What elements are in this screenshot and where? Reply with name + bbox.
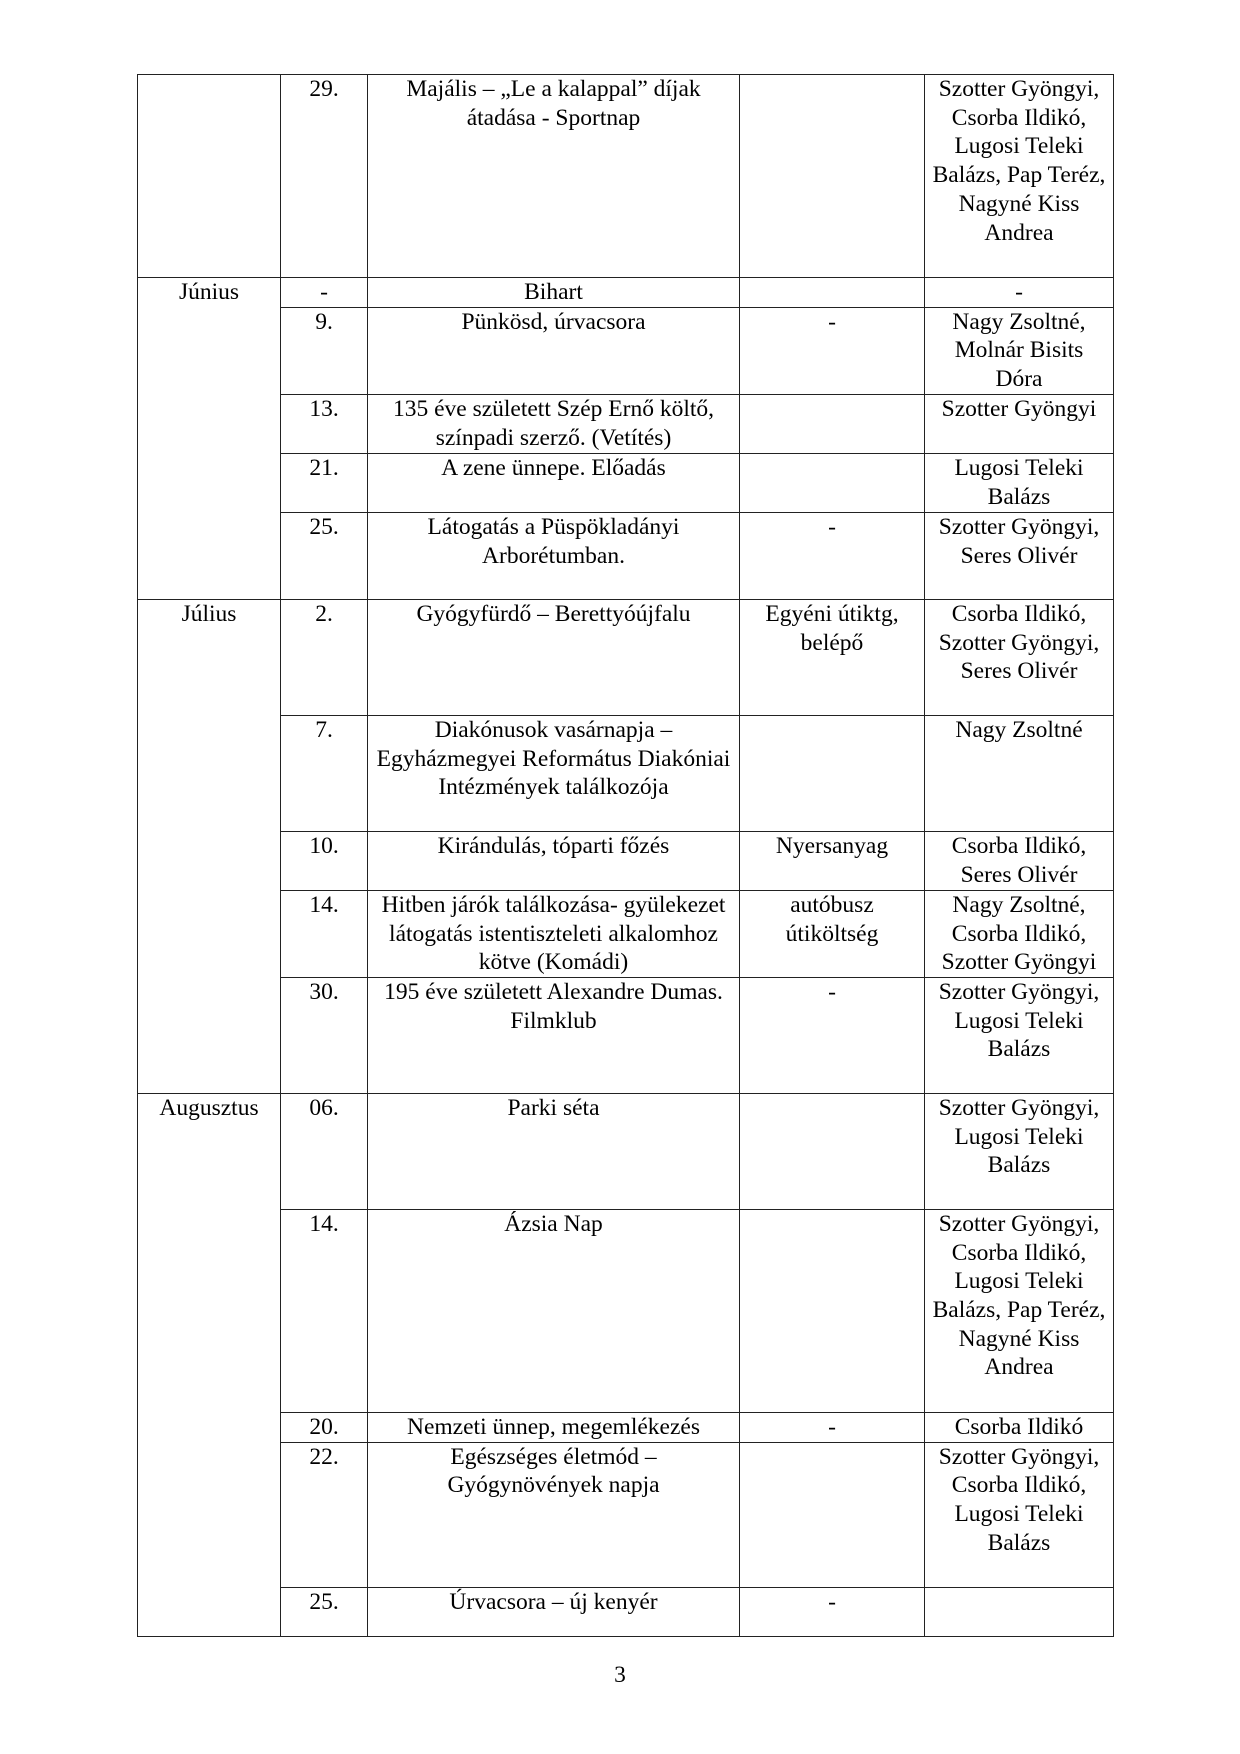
responsible-cell: - xyxy=(925,278,1114,308)
responsible-cell: Szotter Gyöngyi xyxy=(925,394,1114,453)
program-cell: A zene ünnepe. Előadás xyxy=(368,453,740,512)
responsible-cell: Nagy Zsoltné xyxy=(925,715,1114,831)
table-row xyxy=(138,715,1114,831)
program-cell: Látogatás a Püspökladányi Arborétumban. xyxy=(368,512,740,599)
cost-cell: Egyéni útiktg, belépő xyxy=(740,599,925,715)
cost-cell xyxy=(740,1442,925,1587)
cost-cell: autóbusz útiköltség xyxy=(740,890,925,977)
day-cell: 13. xyxy=(281,394,368,453)
program-table xyxy=(137,74,1114,1637)
responsible-cell: Szotter Gyöngyi, Csorba Ildikó, Lugosi Teleki Balázs xyxy=(925,1442,1114,1587)
table-row xyxy=(138,512,1114,599)
table-row xyxy=(138,599,1114,715)
responsible-cell: Szotter Gyöngyi, Seres Olivér xyxy=(925,512,1114,599)
day-cell: 21. xyxy=(281,453,368,512)
cost-cell xyxy=(740,75,925,278)
table-row xyxy=(138,831,1114,890)
day-cell: 25. xyxy=(281,1587,368,1636)
responsible-cell: Szotter Gyöngyi, Csorba Ildikó, Lugosi Teleki Balázs, Pap Teréz, Nagyné Kiss Andrea xyxy=(925,75,1114,278)
program-cell: Gyógyfürdő – Berettyóújfalu xyxy=(368,599,740,715)
program-cell: Kirándulás, tóparti főzés xyxy=(368,831,740,890)
responsible-cell: Lugosi Teleki Balázs xyxy=(925,453,1114,512)
day-cell: 29. xyxy=(281,75,368,278)
responsible-cell xyxy=(925,1587,1114,1636)
cost-cell xyxy=(740,1209,925,1412)
program-cell: 135 éve született Szép Ernő költő, színpadi szerző. (Vetítés) xyxy=(368,394,740,453)
program-cell: Pünkösd, úrvacsora xyxy=(368,307,740,394)
table-row xyxy=(138,1412,1114,1442)
table-row xyxy=(138,1209,1114,1412)
day-cell: - xyxy=(281,278,368,308)
cost-cell: - xyxy=(740,512,925,599)
cost-cell: Nyersanyag xyxy=(740,831,925,890)
day-cell: 20. xyxy=(281,1412,368,1442)
cost-cell: - xyxy=(740,1412,925,1442)
responsible-cell: Szotter Gyöngyi, Csorba Ildikó, Lugosi Teleki Balázs, Pap Teréz, Nagyné Kiss Andrea xyxy=(925,1209,1114,1412)
table-row xyxy=(138,1587,1114,1636)
responsible-cell: Nagy Zsoltné, Csorba Ildikó, Szotter Gyöngyi xyxy=(925,890,1114,977)
table-row xyxy=(138,75,1114,278)
page-number: 3 xyxy=(614,1662,626,1688)
cost-cell xyxy=(740,394,925,453)
table-row xyxy=(138,1093,1114,1209)
responsible-cell: Csorba Ildikó, Szotter Gyöngyi, Seres Olivér xyxy=(925,599,1114,715)
month-cell: Június xyxy=(138,278,281,600)
day-cell: 10. xyxy=(281,831,368,890)
table-row xyxy=(138,453,1114,512)
cost-cell xyxy=(740,1093,925,1209)
day-cell: 9. xyxy=(281,307,368,394)
cost-cell xyxy=(740,278,925,308)
responsible-cell: Nagy Zsoltné, Molnár Bisits Dóra xyxy=(925,307,1114,394)
day-cell: 14. xyxy=(281,1209,368,1412)
responsible-cell: Csorba Ildikó xyxy=(925,1412,1114,1442)
responsible-cell: Csorba Ildikó, Seres Olivér xyxy=(925,831,1114,890)
responsible-cell: Szotter Gyöngyi, Lugosi Teleki Balázs xyxy=(925,977,1114,1093)
month-cell: Július xyxy=(138,599,281,1093)
responsible-cell: Szotter Gyöngyi, Lugosi Teleki Balázs xyxy=(925,1093,1114,1209)
cost-cell: - xyxy=(740,307,925,394)
table-row xyxy=(138,1442,1114,1587)
cost-cell xyxy=(740,453,925,512)
program-cell: Diakónusok vasárnapja – Egyházmegyei Református Diakóniai Intézmények találkozója xyxy=(368,715,740,831)
table-row xyxy=(138,977,1114,1093)
day-cell: 2. xyxy=(281,599,368,715)
day-cell: 25. xyxy=(281,512,368,599)
program-cell: Úrvacsora – új kenyér xyxy=(368,1587,740,1636)
program-cell: Hitben járók találkozása- gyülekezet látogatás istentiszteleti alkalomhoz kötve (Komádi) xyxy=(368,890,740,977)
program-cell: Bihart xyxy=(368,278,740,308)
cost-cell: - xyxy=(740,977,925,1093)
day-cell: 7. xyxy=(281,715,368,831)
month-cell: Augusztus xyxy=(138,1093,281,1636)
program-cell: Egészséges életmód – Gyógynövények napja xyxy=(368,1442,740,1587)
table-row xyxy=(138,394,1114,453)
table-row xyxy=(138,278,1114,308)
cost-cell: - xyxy=(740,1587,925,1636)
program-cell: 195 éve született Alexandre Dumas. Filmklub xyxy=(368,977,740,1093)
day-cell: 06. xyxy=(281,1093,368,1209)
program-cell: Nemzeti ünnep, megemlékezés xyxy=(368,1412,740,1442)
program-cell: Parki séta xyxy=(368,1093,740,1209)
day-cell: 14. xyxy=(281,890,368,977)
table-row xyxy=(138,307,1114,394)
program-cell: Ázsia Nap xyxy=(368,1209,740,1412)
cost-cell xyxy=(740,715,925,831)
day-cell: 30. xyxy=(281,977,368,1093)
table-row xyxy=(138,890,1114,977)
month-cell xyxy=(138,75,281,278)
day-cell: 22. xyxy=(281,1442,368,1587)
program-cell: Majális – „Le a kalappal” díjak átadása - Sportnap xyxy=(368,75,740,278)
